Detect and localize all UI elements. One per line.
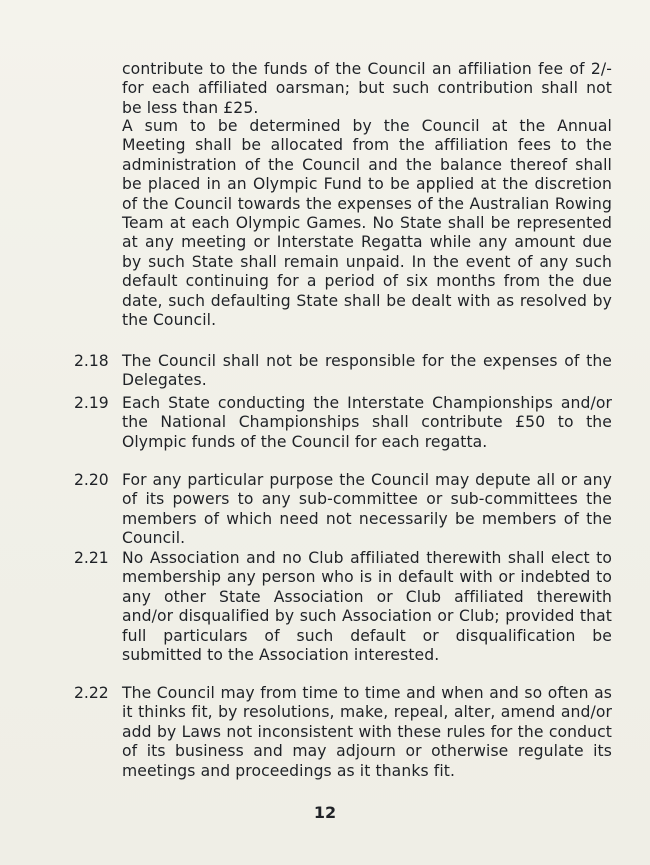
rule-text: No Association and no Club affiliated therewith shall elect to membership any person who is in default with or indebted to any other State Association or Club affiliated therewith and/or disqualified by such Association or Club; provided that full particulars of such default or disqualification be submitted to the Association interested. [122,549,612,665]
rule-text: Each State conducting the Interstate Championships and/or the National Championships shall contribute £50 to the Olympic funds of the Council for each regatta. [122,394,612,451]
rule-number: 2.20 [74,471,109,489]
rule-number: 2.19 [74,394,109,412]
olympic-fund-paragraph: A sum to be determined by the Council at the Annual Meeting shall be allocated from the affiliation fees to the administration of the Council and the balance thereof shall be placed in an Olympic Fund to be applied at the discretion of the Council towards the expenses of the Australian Rowing Team at each Olympic Games. No State shall be represented at any meeting or Interstate Regatta while any amount due by such State shall remain unpaid. In the event of any such default continuing for a period of six months from the due date, such defaulting State shall be dealt with as resolved by the Council. [122,117,612,330]
continued-paragraph: contribute to the funds of the Council an affiliation fee of 2/- for each affiliated oarsman; but such contribution shall not be less than £25. [122,60,612,117]
rule-number: 2.22 [74,684,109,702]
page-number: 12 [313,803,337,822]
rule-text: The Council shall not be responsible for the expenses of the Delegates. [122,352,612,390]
rule-text: For any particular purpose the Council may depute all or any of its powers to any sub-committee or sub-committees the members of which need not necessarily be members of the Council. [122,471,612,548]
rule-number: 2.18 [74,352,109,370]
rule-text: The Council may from time to time and when and so often as it thinks fit, by resolutions, make, repeal, alter, amend and/or add by Laws not inconsistent with these rules for the conduct of its business and may adjourn or otherwise regulate its meetings and proceedings as it thanks fit. [122,684,612,780]
rule-number: 2.21 [74,549,109,567]
